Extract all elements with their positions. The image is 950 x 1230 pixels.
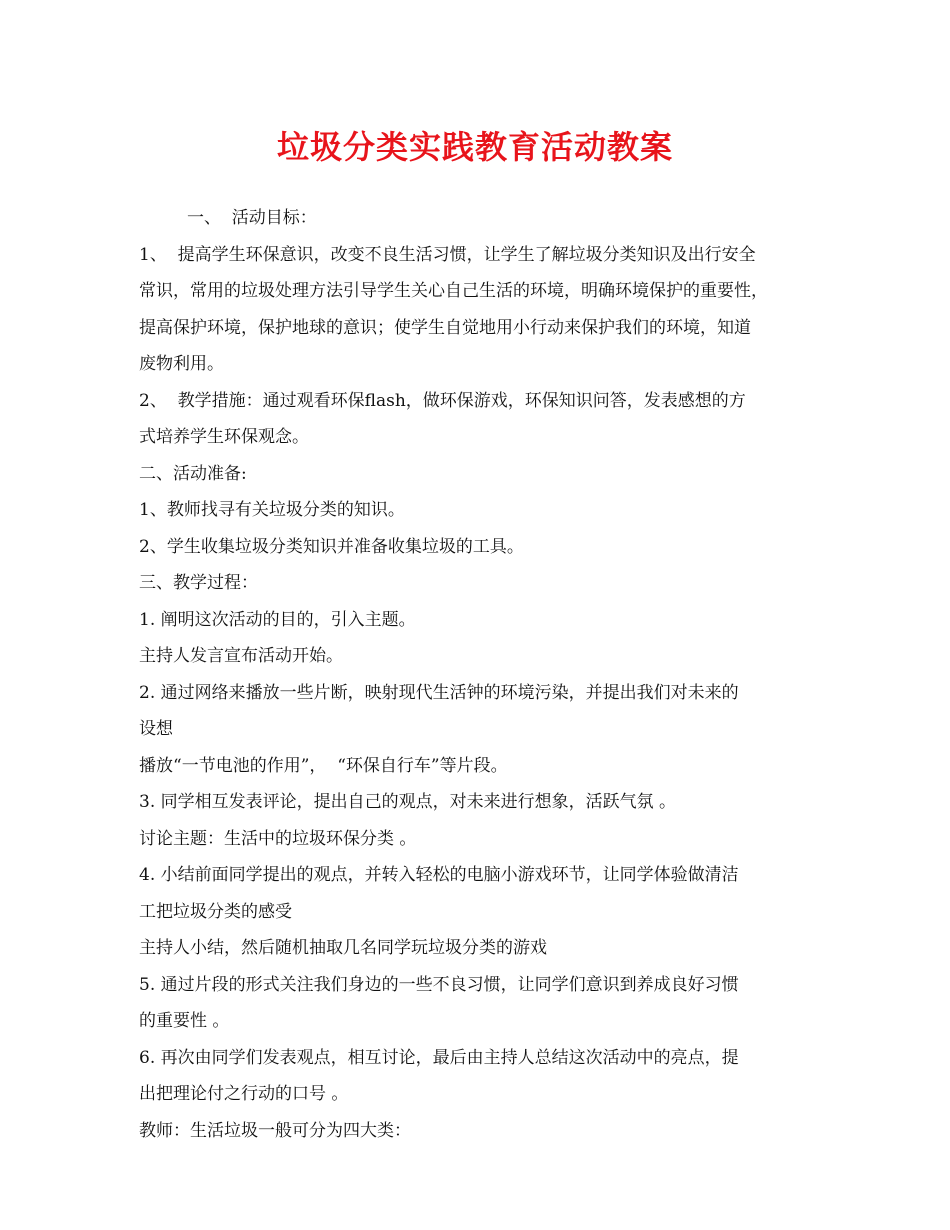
paragraph-line: 提高保护环境，保护地球的意识；使学生自觉地用小行动来保护我们的环境，知道 (139, 317, 751, 338)
paragraph-line: 主持人小结，然后随机抽取几名同学玩垃圾分类的游戏 (139, 938, 547, 958)
paragraph-line: 式培养学生环保观念。 (139, 427, 309, 447)
paragraph-line: 1、教师找寻有关垃圾分类的知识。 (139, 500, 405, 520)
paragraph-line: 播放“一节电池的作用”， “环保自行车”等片段。 (139, 755, 508, 776)
paragraph-line: 2、 教学措施：通过观看环保flash，做环保游戏，环保知识问答，发表感想的方 (139, 390, 746, 411)
paragraph-line: 3. 同学相互发表评论，提出自己的观点，对未来进行想象，活跃气氛 。 (139, 792, 677, 812)
paragraph-line: 讨论主题：生活中的垃圾环保分类 。 (139, 828, 417, 849)
paragraph-line: 2、学生收集垃圾分类知识并准备收集垃圾的工具。 (139, 536, 524, 557)
paragraph-line: 5. 通过片段的形式关注我们身边的一些不良习惯，让同学们意识到养成良好习惯 (139, 974, 739, 995)
paragraph-line: 废物利用。 (139, 354, 224, 374)
paragraph-line: 出把理论付之行动的口号 。 (139, 1084, 349, 1104)
paragraph-line: 常识，常用的垃圾处理方法引导学生关心自己生活的环境，明确环境保护的重要性， (139, 281, 768, 301)
paragraph-line: 1、 提高学生环保意识，改变不良生活习惯，让学生了解垃圾分类知识及出行安全 (139, 244, 756, 265)
paragraph-line: 4. 小结前面同学提出的观点，并转入轻松的电脑小游戏环节，让同学体验做清洁 (139, 865, 739, 885)
paragraph-line: 工把垃圾分类的感受 (139, 901, 292, 922)
paragraph-line: 的重要性 。 (139, 1011, 230, 1031)
paragraph-line: 2. 通过网络来播放一些片断，映射现代生活钟的环境污染，并提出我们对未来的 (139, 682, 739, 703)
paragraph-line: 设想 (139, 719, 173, 739)
paragraph-line: 1. 阐明这次活动的目的，引入主题。 (139, 609, 416, 630)
paragraph-line: 主持人发言宣布活动开始。 (139, 646, 343, 666)
section-heading-objectives: 一、 活动目标： (187, 208, 317, 228)
paragraph-line: 6. 再次由同学们发表观点，相互讨论，最后由主持人总结这次活动中的亮点，提 (139, 1047, 739, 1068)
document-title: 垃圾分类实践教育活动教案 (276, 128, 673, 166)
paragraph-line: 教师：生活垃圾一般可分为四大类： (139, 1120, 411, 1141)
section-heading-process: 三、教学过程： (139, 573, 258, 593)
document-body (139, 200, 829, 1149)
section-heading-preparation: 二、活动准备: (139, 463, 247, 484)
